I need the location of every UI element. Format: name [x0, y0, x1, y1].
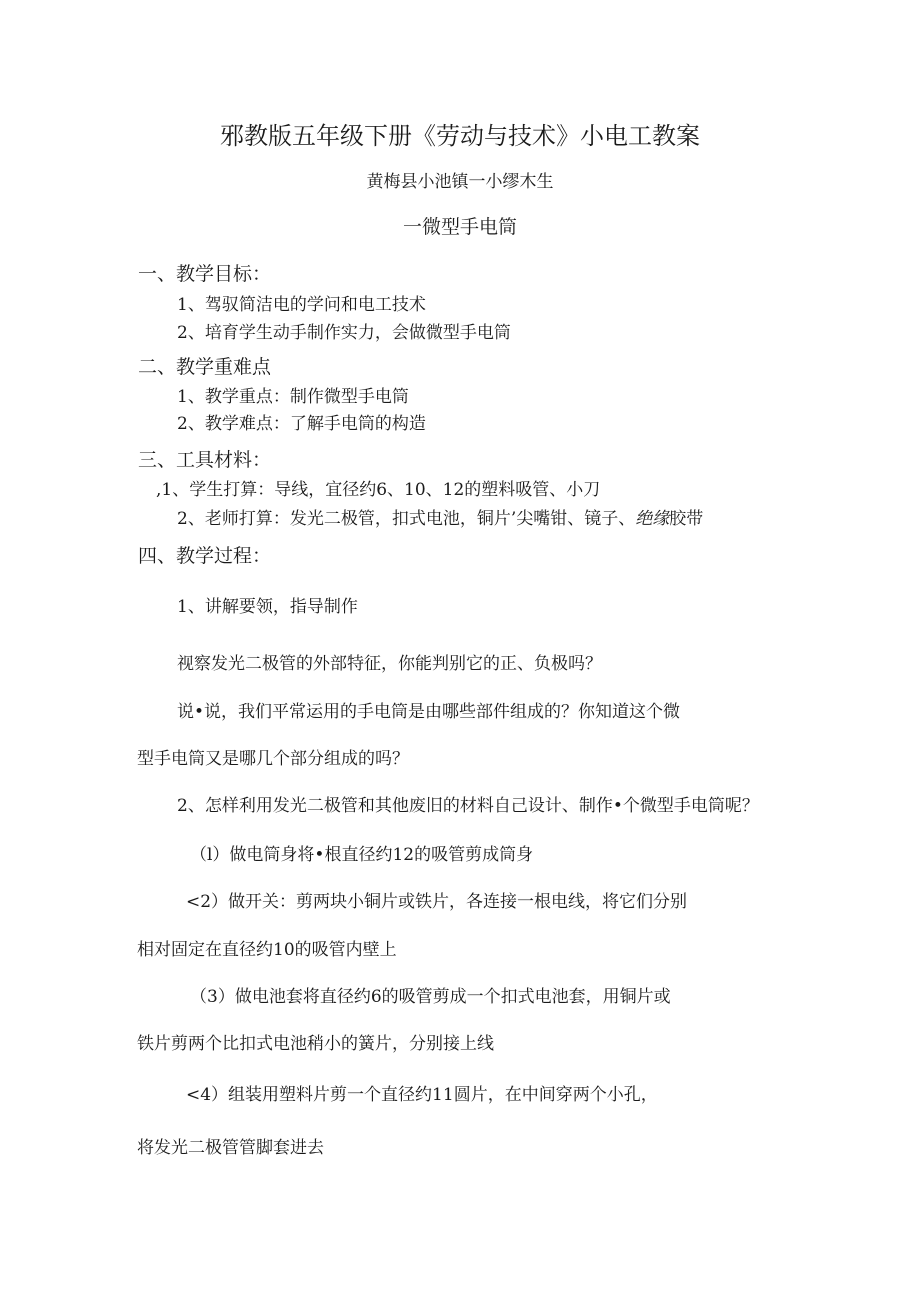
section-heading-materials: 三、工具材料： [138, 449, 272, 471]
process-substep-3-continued: 铁片剪两个比扣式电池稍小的簧片，分别接上线 [137, 1034, 494, 1054]
process-paragraph: 说•说，我们平常运用的手电筒是由哪些部件组成的？你知道这个微 [177, 702, 681, 722]
process-substep-3: （3）做电池套将直径约6的吸管剪成一个扣式电池套，用铜片或 [190, 987, 671, 1007]
materials-teacher-italic: 绝缘 [635, 509, 670, 529]
materials-teacher-text: 2、老师打算：发光二极管，扣式电池，铜片’尖嘴钳、镜子、 [177, 509, 636, 529]
process-step-2: 2、怎样利用发光二极管和其他废旧的材料自己设计、制作•个微型手电筒呢？ [177, 796, 759, 816]
process-paragraph-continued: 型手电筒又是哪几个部分组成的吗？ [137, 749, 409, 769]
document-author: 黄梅县小池镇一小缪木生 [366, 172, 554, 192]
process-substep-4-continued: 将发光二极管管脚套进去 [137, 1138, 324, 1158]
process-paragraph: 视察发光二极管的外部特征，你能判别它的正、负极吗？ [177, 654, 602, 674]
objective-item: 2、培育学生动手制作实力，会做微型手电筒 [177, 323, 511, 343]
process-step-1: 1、讲解要领，指导制作 [177, 597, 358, 617]
process-substep-1: （l）做电筒身将•根直径约12的吸管剪成筒身 [190, 845, 534, 865]
section-heading-process: 四、教学过程： [138, 545, 272, 567]
process-substep-2-continued: 相对固定在直径约10的吸管内壁上 [137, 940, 397, 960]
section-heading-key-points: 二、教学重难点 [138, 356, 272, 378]
document-title: 邪教版五年级下册《劳动与技术》小电工教案 [220, 122, 700, 150]
section-heading-objectives: 一、教学目标： [138, 263, 272, 285]
process-substep-2: <2）做开关：剪两块小铜片或铁片，各连接一根电线，将它们分别 [186, 892, 688, 912]
process-substep-4: <4）组装用塑料片剪一个直径约11圆片，在中间穿两个小孔， [186, 1085, 658, 1105]
objective-item: 1、驾驭简洁电的学问和电工技术 [177, 295, 426, 315]
key-point-item: 2、教学难点：了解手电筒的构造 [177, 414, 426, 434]
materials-item-students: ,1、学生打算：导线，宜径约6、10、12的塑料吸管、小刀 [156, 480, 601, 500]
document-subtitle: 一微型手电筒 [402, 216, 517, 238]
materials-item-teacher [177, 511, 703, 528]
key-point-item: 1、教学重点：制作微型手电筒 [177, 387, 409, 407]
materials-teacher-tail: 胶带 [669, 509, 704, 529]
